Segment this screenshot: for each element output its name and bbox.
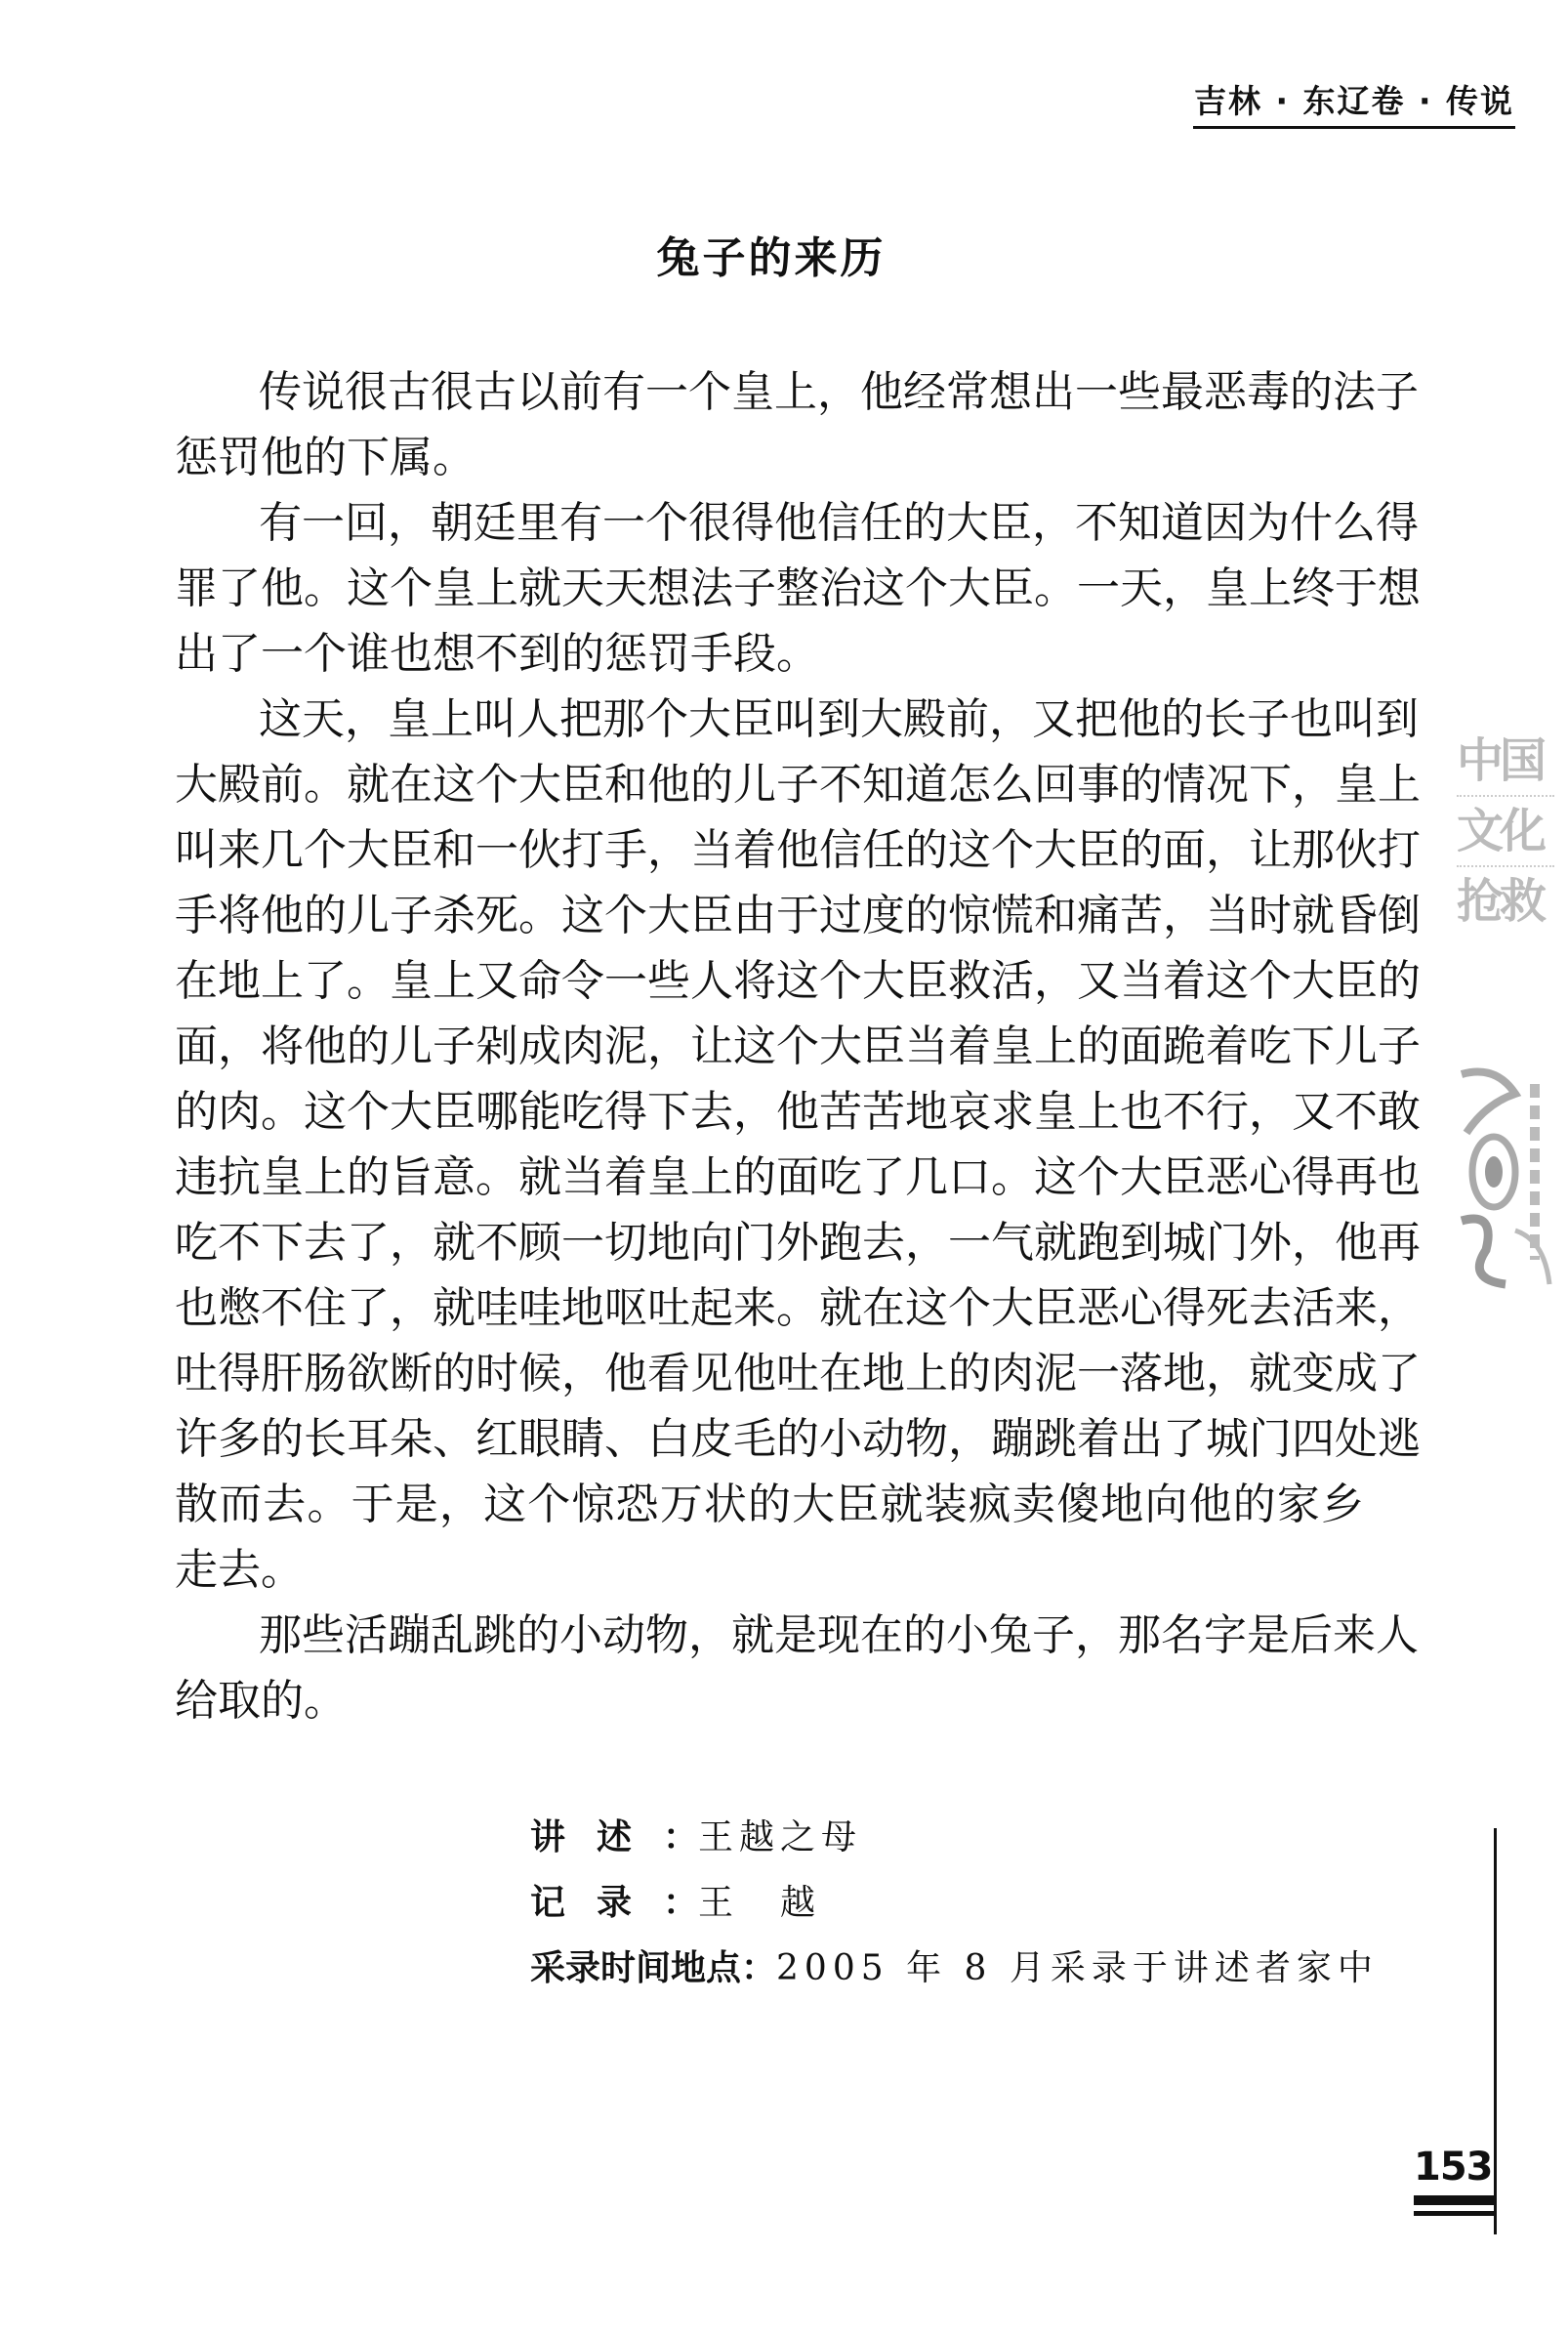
text-line: 这天，皇上叫人把那个大臣叫到大殿前，又把他的长子也叫到 [259,694,1419,744]
page-number-bar-thin [1414,2211,1496,2216]
text-line: 在地上了。皇上又命令一些人将这个大臣救活，又当着这个大臣的 [175,956,1421,1006]
story-title: 兔子的来历 [656,233,887,283]
watermark-text: 中国 [1457,733,1544,788]
credits [530,1805,1379,2001]
credit-value: 王 越 [698,1883,822,1923]
text-line: 传说很古很古以前有一个皇上，他经常想出一些最恶毒的法子 [259,367,1419,417]
credit-label: 讲述： [530,1817,698,1857]
page-number-bar [1414,2195,1496,2205]
text-line: 出了一个谁也想不到的惩罚手段。 [175,629,819,679]
credit-value: 王越之母 [698,1817,863,1857]
text-line: 惩罚他的下属。 [175,433,475,482]
text-line: 走去。 [175,1545,304,1595]
text-line: 给取的。 [175,1676,347,1726]
text-line: 大殿前。就在这个大臣和他的儿子不知道怎么回事的情况下，皇上 [175,760,1421,810]
credit-value: 2005 年 8 月采录于讲述者家中 [776,1948,1379,1988]
text-line: 吐得肝肠欲断的时候，他看见他吐在地上的肉泥一落地，就变成了 [175,1349,1421,1398]
text-line: 罪了他。这个皇上就天天想法子整治这个大臣。一天，皇上终于想 [175,563,1421,613]
credit-label: 采录时间地点： [530,1948,777,1988]
credit-recorder [530,1870,1379,1936]
text-line: 散而去。于是，这个惊恐万状的大臣就装疯卖傻地向他的家乡 [175,1480,1364,1529]
text-line: 的肉。这个大臣哪能吃得下去，他苦苦地哀求皇上也不行，又不敢 [175,1087,1421,1137]
credit-time-place [530,1936,1379,2001]
page-number: 153 [1414,2145,1493,2190]
story-body [175,359,1421,1733]
text-line: 也憋不住了，就哇哇地呕吐起来。就在这个大臣恶心得死去活来， [175,1283,1421,1333]
text-line: 许多的长耳朵、红眼睛、白皮毛的小动物，蹦跳着出了城门四处逃 [175,1414,1421,1464]
watermark-text: 文化 [1457,804,1544,858]
side-watermark [1457,732,1554,1289]
credit-label: 记录： [530,1883,698,1923]
text-line: 吃不下去了，就不顾一切地向门外跑去，一气就跑到城门外，他再 [175,1218,1421,1268]
watermark-text: 抢救 [1457,874,1544,929]
margin-rule [1494,1828,1497,2234]
text-line: 有一回，朝廷里有一个很得他信任的大臣，不知道因为什么得 [259,498,1419,548]
text-line: 叫来几个大臣和一伙打手，当着他信任的这个大臣的面，让那伙打 [175,825,1421,875]
text-line: 面，将他的儿子剁成肉泥，让这个大臣当着皇上的面跪着吃下儿子 [175,1022,1421,1071]
text-line: 手将他的儿子杀死。这个大臣由于过度的惊慌和痛苦，当时就昏倒 [175,891,1421,940]
text-line: 那些活蹦乱跳的小动物，就是现在的小兔子，那名字是后来人 [259,1610,1419,1660]
credit-narrator [530,1805,1379,1870]
running-head: 吉林 · 东辽卷 · 传说 [1193,76,1515,129]
text-line: 违抗皇上的旨意。就当着皇上的面吃了几口。这个大臣恶心得再也 [175,1152,1421,1202]
decorative-pattern-icon [1457,1064,1554,1289]
